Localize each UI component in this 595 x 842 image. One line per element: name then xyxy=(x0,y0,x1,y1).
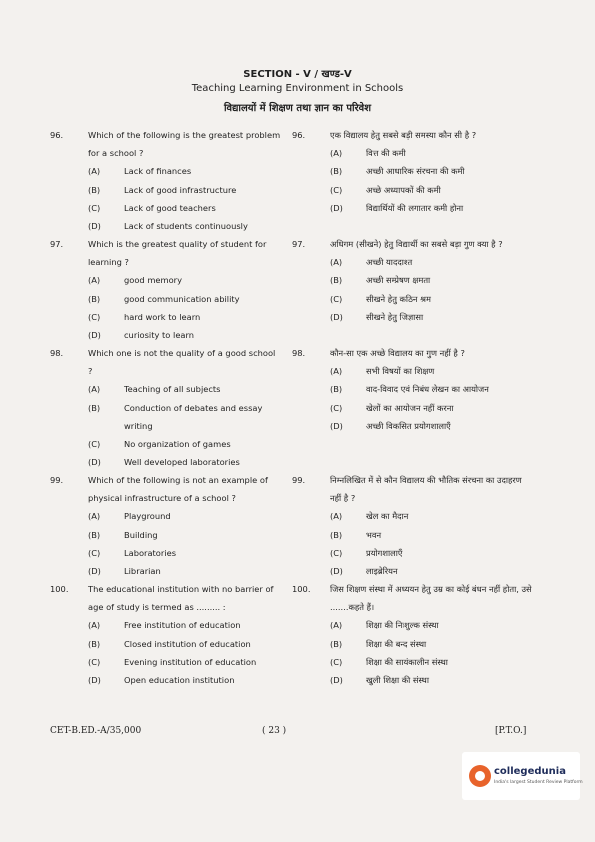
option-label: (B) xyxy=(330,275,343,286)
option-row xyxy=(50,290,282,308)
option-text: अच्छे अध्यापकों की कमी xyxy=(366,184,441,195)
option-row xyxy=(292,635,532,653)
option-text: भवन xyxy=(366,529,382,540)
option-row xyxy=(50,562,282,580)
question-number: 99. xyxy=(50,475,64,485)
option-label: (B) xyxy=(88,529,101,540)
option-text: सीखने हेतु जिज्ञासा xyxy=(366,311,424,322)
option-text: No organization of games xyxy=(124,439,231,450)
option-label: (C) xyxy=(88,547,101,558)
question-number: 97. xyxy=(50,239,64,249)
option-text: वाद-विवाद एवं निबंध लेखन का आयोजन xyxy=(366,384,489,395)
option-label: (B) xyxy=(88,638,101,649)
question-number: 98. xyxy=(50,348,64,358)
option-label: (B) xyxy=(88,184,101,195)
option-label: (A) xyxy=(330,148,343,159)
option-text: सीखने हेतु कठिन श्रम xyxy=(366,293,431,304)
option-text: good memory xyxy=(124,275,182,286)
option-text: शिक्षा की सायंकालीन संस्था xyxy=(366,656,448,667)
option-label: (D) xyxy=(330,202,343,213)
option-label: (C) xyxy=(330,547,343,558)
question-text: अधिगम (सीखने) हेतु विद्यार्थी का सबसे बड़ा गुण क्या है ? xyxy=(330,239,503,249)
section-title-en: Teaching Learning Environment in Schools xyxy=(191,83,404,94)
option-row xyxy=(292,671,532,689)
question-number: 100. xyxy=(50,584,69,594)
option-label: (B) xyxy=(88,293,101,304)
question-row xyxy=(50,126,282,162)
option-text: Lack of good infrastructure xyxy=(124,184,237,195)
option-text: curiosity to learn xyxy=(124,330,195,341)
option-text: अच्छी आधारिक संरचना की कमी xyxy=(366,166,465,177)
question-block xyxy=(292,235,532,344)
option-text: खेल का मैदान xyxy=(366,511,409,522)
option-text: Free institution of education xyxy=(124,620,241,631)
option-label: (D) xyxy=(88,457,101,468)
option-label: (C) xyxy=(330,184,343,195)
question-block xyxy=(292,344,532,471)
option-label: (C) xyxy=(330,656,343,667)
option-text: Playground xyxy=(124,511,171,522)
question-row xyxy=(292,471,532,507)
option-row xyxy=(50,616,282,634)
question-number: 100. xyxy=(292,584,311,594)
option-row xyxy=(292,380,532,398)
option-label: (D) xyxy=(88,221,101,232)
option-text: Evening institution of education xyxy=(124,656,257,667)
option-row xyxy=(292,144,532,162)
option-row xyxy=(292,362,532,380)
question-text: The educational institution with no barrier of age of study is termed as ......... : xyxy=(88,584,274,613)
option-row xyxy=(292,544,532,562)
option-text: अच्छी याददाश्त xyxy=(366,257,413,268)
option-text: खेलों का आयोजन नहीं करना xyxy=(366,402,454,413)
option-text: Conduction of debates and essay writing xyxy=(124,402,263,431)
question-number: 97. xyxy=(292,239,306,249)
question-row xyxy=(50,580,282,616)
option-text: Building xyxy=(124,529,158,540)
question-text: निम्नलिखित में से कौन विद्यालय की भौतिक संरचना का उदाहरण नहीं है ? xyxy=(330,475,522,504)
option-label: (B) xyxy=(330,529,343,540)
option-row xyxy=(50,162,282,180)
option-label: (C) xyxy=(330,293,343,304)
question-text: Which one is not the quality of a good school ? xyxy=(88,348,276,377)
option-row xyxy=(292,290,532,308)
option-row xyxy=(50,181,282,199)
option-row xyxy=(50,653,282,671)
option-text: Open education institution xyxy=(124,675,235,686)
option-text: Lack of good teachers xyxy=(124,202,216,213)
question-block xyxy=(292,126,532,235)
option-row xyxy=(292,562,532,580)
option-label: (A) xyxy=(88,511,101,522)
option-label: (D) xyxy=(330,675,343,686)
option-text: hard work to learn xyxy=(124,311,201,322)
option-row xyxy=(50,199,282,217)
collegedunia-logo-icon xyxy=(469,765,491,787)
option-text: सभी विषयों का शिक्षण xyxy=(366,366,435,377)
section-heading: SECTION - V / खण्ड-V xyxy=(243,69,352,80)
option-row xyxy=(292,253,532,271)
option-row xyxy=(50,526,282,544)
option-text: good communication ability xyxy=(124,293,240,304)
option-text: Well developed laboratories xyxy=(124,457,240,468)
option-row xyxy=(50,671,282,689)
option-label: (A) xyxy=(88,275,101,286)
option-text: शिक्षा की निःशुल्क संस्था xyxy=(366,620,439,631)
option-label: (C) xyxy=(330,402,343,413)
option-label: (D) xyxy=(330,311,343,322)
question-text: Which of the following is not an example of physical infrastructure of a school ? xyxy=(88,475,268,504)
option-row xyxy=(292,162,532,180)
option-label: (C) xyxy=(88,439,101,450)
option-row xyxy=(292,526,532,544)
watermark-tagline: India's largest Student Review Platform xyxy=(494,780,583,785)
english-questions-column xyxy=(50,126,282,689)
option-row xyxy=(292,199,532,217)
option-text: Lack of finances xyxy=(124,166,192,177)
question-text: एक विद्यालय हेतु सबसे बड़ी समस्या कौन सी है ? xyxy=(330,130,477,140)
option-text: प्रयोगशालाएँ xyxy=(366,547,403,558)
question-text: कौन-सा एक अच्छे विद्यालय का गुण नहीं है ? xyxy=(330,348,465,358)
watermark-name: collegedunia xyxy=(494,766,566,777)
option-text: विद्यार्थियों की लगातार कमी होना xyxy=(366,202,464,213)
question-block xyxy=(50,344,282,471)
option-row xyxy=(50,271,282,289)
option-text: खुली शिक्षा की संस्था xyxy=(366,675,430,686)
option-row xyxy=(292,271,532,289)
option-text: अच्छी सम्प्रेषण क्षमता xyxy=(366,275,431,286)
question-number: 99. xyxy=(292,475,306,485)
question-row xyxy=(50,471,282,507)
question-block xyxy=(292,580,532,689)
option-text: Teaching of all subjects xyxy=(124,384,221,395)
question-row xyxy=(50,344,282,380)
option-row xyxy=(50,453,282,471)
option-text: Laboratories xyxy=(124,547,177,558)
option-row xyxy=(50,435,282,453)
option-label: (D) xyxy=(88,675,101,686)
question-number: 96. xyxy=(292,130,306,140)
hindi-questions-column xyxy=(292,126,532,689)
option-row xyxy=(50,399,282,435)
question-number: 96. xyxy=(50,130,64,140)
option-row xyxy=(50,635,282,653)
option-text: वित्त की कमी xyxy=(366,148,406,159)
option-text: Librarian xyxy=(124,566,161,577)
option-label: (A) xyxy=(330,620,343,631)
question-row xyxy=(292,126,532,144)
option-row xyxy=(292,181,532,199)
question-row xyxy=(292,344,532,362)
question-block xyxy=(50,580,282,689)
question-block xyxy=(292,471,532,580)
option-row xyxy=(50,544,282,562)
question-block xyxy=(50,126,282,235)
option-label: (A) xyxy=(88,620,101,631)
option-text: लाइब्रेरियन xyxy=(366,566,398,577)
option-label: (C) xyxy=(88,202,101,213)
option-row xyxy=(292,653,532,671)
option-label: (A) xyxy=(88,166,101,177)
question-row xyxy=(292,580,532,616)
option-label: (D) xyxy=(88,330,101,341)
option-label: (C) xyxy=(88,311,101,322)
option-row xyxy=(50,507,282,525)
section-title-hi: विद्यालयों में शिक्षण तथा ज्ञान का परिवेश xyxy=(223,103,372,114)
option-text: Lack of students continuously xyxy=(124,221,248,232)
exam-code: CET-B.ED.-A/35,000 xyxy=(50,726,142,736)
option-label: (D) xyxy=(330,566,343,577)
option-label: (A) xyxy=(330,511,343,522)
collegedunia-watermark xyxy=(462,752,583,800)
option-label: (B) xyxy=(330,384,343,395)
option-row xyxy=(292,616,532,634)
question-number: 98. xyxy=(292,348,306,358)
option-row xyxy=(292,308,532,326)
question-text: जिस शिक्षण संस्था में अध्ययन हेतु उम्र का कोई बंधन नहीं होता, उसे .......कहते हैं। xyxy=(330,584,532,613)
question-row xyxy=(50,235,282,271)
option-label: (A) xyxy=(330,257,343,268)
page-number: ( 23 ) xyxy=(262,726,287,736)
option-label: (B) xyxy=(88,402,101,413)
question-block xyxy=(50,235,282,344)
option-label: (B) xyxy=(330,638,343,649)
option-row xyxy=(292,399,532,417)
question-text: Which is the greatest quality of student for learning ? xyxy=(88,239,267,268)
option-text: Closed institution of education xyxy=(124,638,251,649)
option-row xyxy=(50,326,282,344)
question-text: Which of the following is the greatest problem for a school ? xyxy=(88,130,281,159)
option-row xyxy=(50,308,282,326)
question-row xyxy=(292,235,532,253)
option-label: (A) xyxy=(88,384,101,395)
option-text: शिक्षा की बन्द संस्था xyxy=(366,638,427,649)
option-label: (A) xyxy=(330,366,343,377)
option-row xyxy=(292,507,532,525)
option-row xyxy=(50,380,282,398)
option-label: (D) xyxy=(88,566,101,577)
pto-label: [P.T.O.] xyxy=(495,726,527,736)
question-block xyxy=(50,471,282,580)
option-label: (D) xyxy=(330,420,343,431)
option-label: (C) xyxy=(88,656,101,667)
option-row xyxy=(50,217,282,235)
option-text: अच्छी विकसित प्रयोगशालाएँ xyxy=(366,420,451,431)
option-label: (B) xyxy=(330,166,343,177)
option-row xyxy=(292,417,532,435)
